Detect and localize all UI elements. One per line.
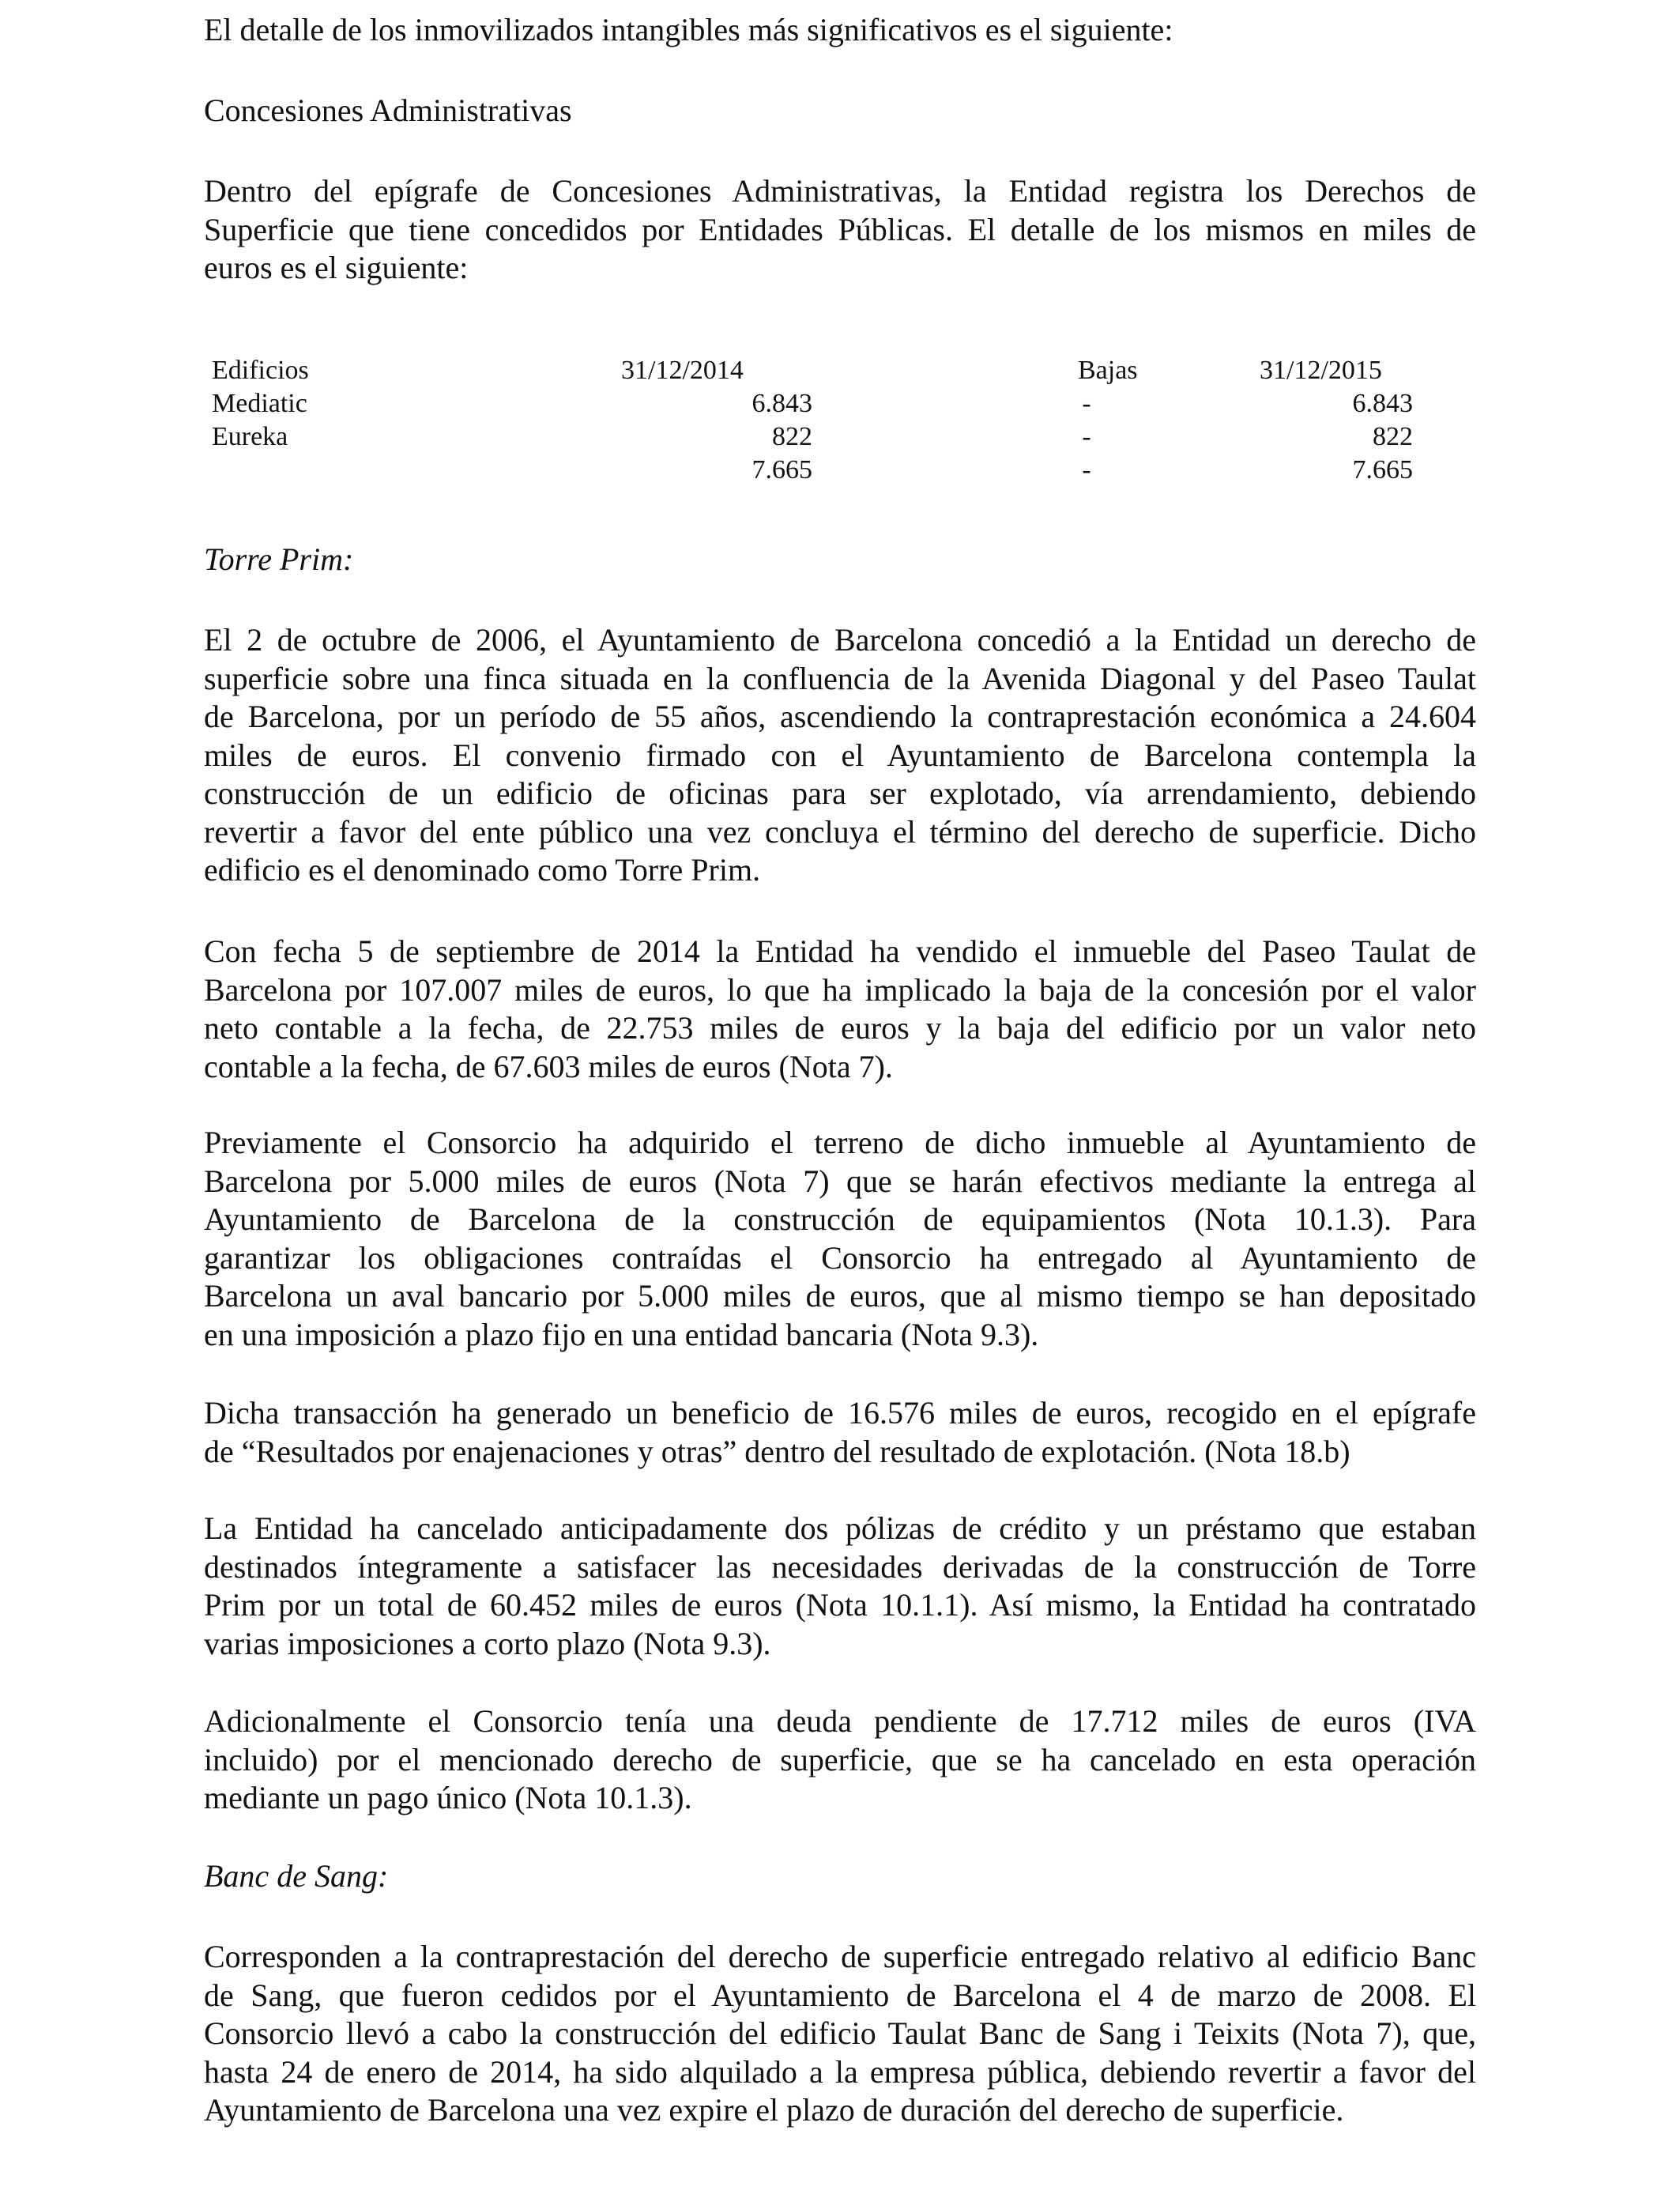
paragraph-line: Consorcio llevó a cabo la construcción del edificio Taulat Banc de Sang i Teixits (Nota 7), que, <box>204 2015 1476 2051</box>
paragraph-line: Prim por un total de 60.452 miles de euros (Nota 10.1.1). Así mismo, la Entidad ha contratado <box>204 1587 1476 1623</box>
table-header-2014: 31/12/2014 <box>621 356 744 385</box>
paragraph-line: superficie sobre una finca situada en la confluencia de la Avenida Diagonal y del Paseo Taulat <box>204 660 1476 696</box>
paragraph-line: hasta 24 de enero de 2014, ha sido alquilado a la empresa pública, debiendo revertir a favor del <box>204 2053 1476 2090</box>
paragraph-line: de “Resultados por enajenaciones y otras” dentro del resultado de explotación. (Nota 18.b) <box>204 1433 1350 1469</box>
paragraph-torre-prim-3 <box>204 1124 1476 1354</box>
paragraph-line: Ayuntamiento de Barcelona de la construcción de equipamientos (Nota 10.1.3). Para <box>204 1201 1476 1237</box>
table-cell-2015: 822 <box>1373 422 1413 451</box>
paragraph-line: revertir a favor del ente público una vez concluya el término del derecho de superficie. Dicho <box>204 813 1476 850</box>
paragraph-line: Barcelona por 5.000 miles de euros (Nota 7) que se harán efectivos mediante la entrega al <box>204 1163 1476 1199</box>
paragraph-line: miles de euros. El convenio firmado con el Ayuntamiento de Barcelona contempla la <box>204 737 1476 773</box>
paragraph-line: Barcelona un aval bancario por 5.000 miles de euros, que al mismo tiempo se han depositado <box>204 1278 1476 1314</box>
paragraph-line: euros es el siguiente: <box>204 250 469 285</box>
table-header-2015: 31/12/2015 <box>1260 356 1382 385</box>
paragraph-torre-prim-6 <box>204 1702 1476 1818</box>
table-row <box>212 420 1413 454</box>
paragraph-line: contable a la fecha, de 67.603 miles de euros (Nota 7). <box>204 1048 893 1084</box>
section-heading-banc-de-sang: Banc de Sang: <box>204 1858 389 1894</box>
table-header-edificios: Edificios <box>212 356 309 385</box>
paragraph-line: garantizar los obligaciones contraídas el Consorcio ha entregado al Ayuntamiento de <box>204 1239 1476 1276</box>
table-cell-bajas: - <box>1082 455 1091 484</box>
paragraph-line: en una imposición a plazo fijo en una entidad bancaria (Nota 9.3). <box>204 1316 1039 1352</box>
section-heading-concesiones: Concesiones Administrativas <box>204 92 572 128</box>
paragraph-line: varias imposiciones a corto plazo (Nota 9.3). <box>204 1625 771 1661</box>
table-header-row <box>212 354 1413 387</box>
table-cell-bajas: - <box>1082 422 1091 451</box>
table-total-row <box>212 454 1413 487</box>
table-cell-bajas: - <box>1082 389 1091 418</box>
paragraph-line: Corresponden a la contraprestación del derecho de superficie entregado relativo al edificio Banc <box>204 1939 1476 1974</box>
derechos-superficie-table <box>212 354 1413 487</box>
paragraph-line: neto contable a la fecha, de 22.753 miles de euros y la baja del edificio por un valor neto <box>204 1010 1476 1046</box>
paragraph-torre-prim-5 <box>204 1510 1476 1663</box>
paragraph-line: Barcelona por 107.007 miles de euros, lo que ha implicado la baja de la concesión por el valor <box>204 971 1476 1008</box>
table-cell-edificio: Mediatic <box>212 389 307 418</box>
table-cell-2014: 6.843 <box>751 389 812 418</box>
paragraph-torre-prim-1 <box>204 621 1476 890</box>
paragraph-line: edificio es el denominado como Torre Prim. <box>204 852 761 888</box>
table-header-bajas: Bajas <box>1078 356 1138 385</box>
paragraph-torre-prim-2 <box>204 933 1476 1086</box>
paragraph-line: incluido) por el mencionado derecho de superficie, que se ha cancelado en esta operación <box>204 1741 1476 1777</box>
paragraph-concesiones <box>204 172 1476 288</box>
paragraph-line: de Sang, que fueron cedidos por el Ayuntamiento de Barcelona el 4 de marzo de 2008. El <box>204 1977 1476 2013</box>
paragraph-line: Dentro del epígrafe de Concesiones Administrativas, la Entidad registra los Derechos de <box>204 173 1476 209</box>
paragraph-line: Dicha transacción ha generado un beneficio de 16.576 miles de euros, recogido en el epígrafe <box>204 1395 1476 1431</box>
paragraph-line: La Entidad ha cancelado anticipadamente dos pólizas de crédito y un préstamo que estaban <box>204 1510 1476 1546</box>
paragraph-line: de Barcelona, por un período de 55 años, ascendiendo la contraprestación económica a 24.604 <box>204 699 1476 734</box>
table-cell-2015: 7.665 <box>1352 455 1413 484</box>
paragraph-torre-prim-4 <box>204 1394 1476 1471</box>
paragraph-line: destinados íntegramente a satisfacer las necesidades derivadas de la construcción de Torre <box>204 1548 1476 1585</box>
paragraph-line: Con fecha 5 de septiembre de 2014 la Entidad ha vendido el inmueble del Paseo Taulat de <box>204 933 1476 969</box>
paragraph-line: Superficie que tiene concedidos por Entidades Públicas. El detalle de los mismos en miles de <box>204 211 1476 247</box>
table-cell-2015: 6.843 <box>1352 389 1413 418</box>
table-cell-edificio: Eureka <box>212 422 288 451</box>
paragraph-line: Ayuntamiento de Barcelona una vez expire el plazo de duración del derecho de superficie. <box>204 2092 1344 2128</box>
paragraph-banc-de-sang <box>204 1938 1476 2130</box>
intro-text: El detalle de los inmovilizados intangibles más significativos es el siguiente: <box>204 12 1173 47</box>
table-cell-2014: 822 <box>772 422 812 451</box>
paragraph-line: mediante un pago único (Nota 10.1.3). <box>204 1780 692 1815</box>
table-row <box>212 387 1413 420</box>
paragraph-line: Adicionalmente el Consorcio tenía una deuda pendiente de 17.712 miles de euros (IVA <box>204 1703 1476 1739</box>
table-cell-2014: 7.665 <box>751 455 812 484</box>
section-heading-torre-prim: Torre Prim: <box>204 541 354 577</box>
paragraph-line: construcción de un edificio de oficinas para ser explotado, vía arrendamiento, debiendo <box>204 775 1476 811</box>
paragraph-line: Previamente el Consorcio ha adquirido el terreno de dicho inmueble al Ayuntamiento de <box>204 1125 1476 1160</box>
paragraph-line: El 2 de octubre de 2006, el Ayuntamiento de Barcelona concedió a la Entidad un derecho de <box>204 622 1476 658</box>
